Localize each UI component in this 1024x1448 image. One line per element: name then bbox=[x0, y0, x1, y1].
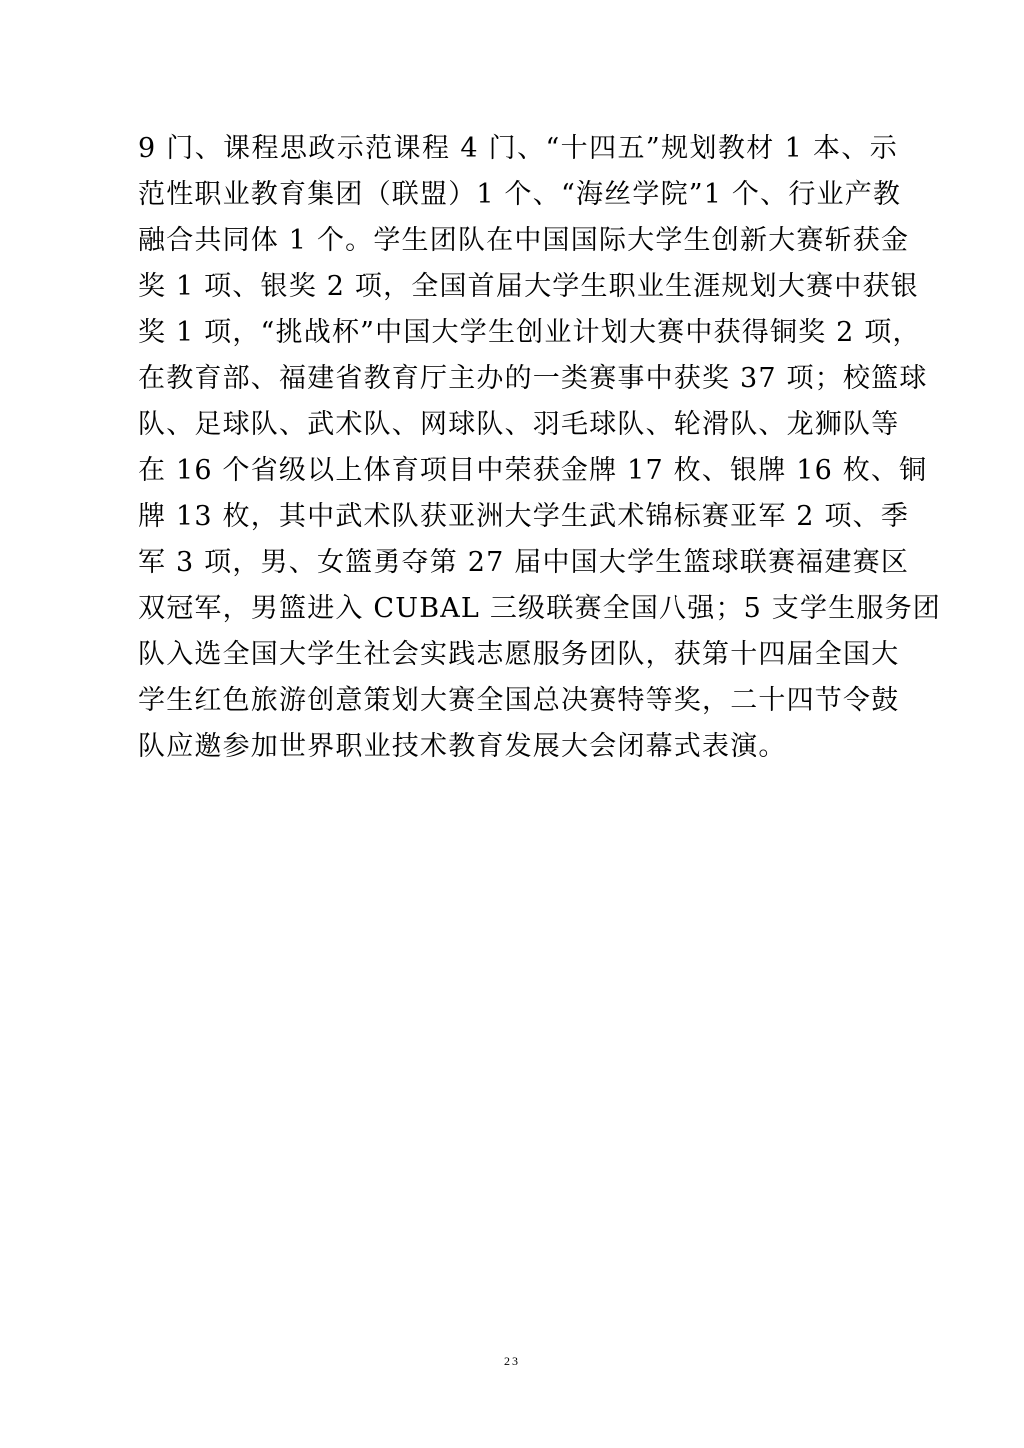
paragraph-line: 奖 1 项、银奖 2 项，全国首届大学生职业生涯规划大赛中获银 bbox=[138, 271, 919, 302]
paragraph-line: 军 3 项，男、女篮勇夺第 27 届中国大学生篮球联赛福建赛区 bbox=[138, 547, 910, 578]
body-paragraph bbox=[138, 126, 942, 770]
paragraph-line: 在教育部、福建省教育厅主办的一类赛事中获奖 37 项；校篮球 bbox=[138, 363, 928, 394]
paragraph-line: 队入选全国大学生社会实践志愿服务团队，获第十四届全国大 bbox=[138, 639, 900, 670]
paragraph-line: 融合共同体 1 个。学生团队在中国国际大学生创新大赛斩获金 bbox=[138, 225, 910, 256]
paragraph-line: 9 门、课程思政示范课程 4 门、“十四五”规划教材 1 本、示 bbox=[138, 133, 898, 164]
paragraph-line: 范性职业教育集团（联盟）1 个、“海丝学院”1 个、行业产教 bbox=[138, 179, 902, 210]
paragraph-line: 队、足球队、武术队、网球队、羽毛球队、轮滑队、龙狮队等 bbox=[138, 409, 900, 440]
paragraph-line: 在 16 个省级以上体育项目中荣获金牌 17 枚、银牌 16 枚、铜 bbox=[138, 455, 928, 486]
paragraph-line: 牌 13 枚，其中武术队获亚洲大学生武术锦标赛亚军 2 项、季 bbox=[138, 501, 910, 532]
paragraph-line: 队应邀参加世界职业技术教育发展大会闭幕式表演。 bbox=[138, 731, 787, 762]
paragraph-line: 双冠军，男篮进入 CUBAL 三级联赛全国八强；5 支学生服务团 bbox=[138, 593, 942, 624]
page-number: 23 bbox=[504, 1354, 520, 1368]
paragraph-line: 学生红色旅游创意策划大赛全国总决赛特等奖，二十四节令鼓 bbox=[138, 685, 900, 716]
paragraph-line: 奖 1 项，“挑战杯”中国大学生创业计划大赛中获得铜奖 2 项， bbox=[138, 317, 921, 348]
